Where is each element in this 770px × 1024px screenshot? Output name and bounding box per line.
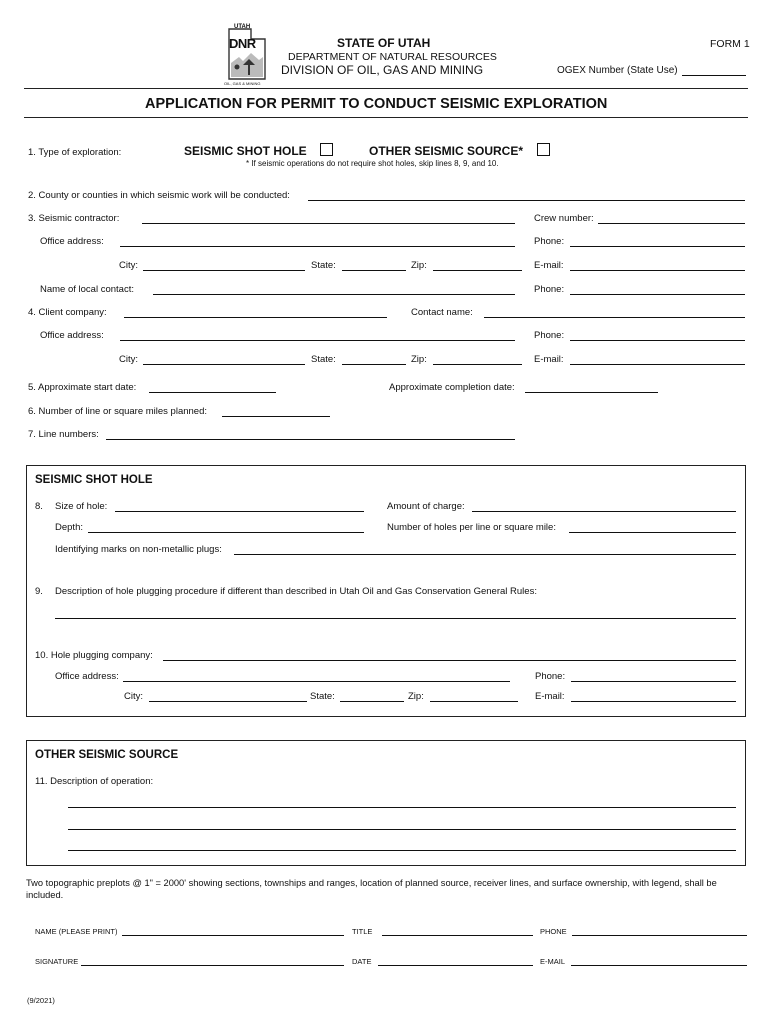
operation-description-line-1[interactable] [68,807,736,808]
client-email-label: E-mail: [534,354,564,365]
title-top-rule [24,88,748,89]
plugging-description-input-line[interactable] [55,618,736,619]
plugging-state-input-line[interactable] [340,701,404,702]
client-phone-label: Phone: [534,330,565,341]
client-office-address-label: Office address: [40,330,104,341]
contractor-office-address-input-line[interactable] [120,246,515,247]
seismic-contractor-label: 3. Seismic contractor: [28,213,120,224]
logo-dnr-text: DNR [229,36,256,51]
plugging-company-label: 10. Hole plugging company: [35,650,153,661]
plugging-city-input-line[interactable] [149,701,307,702]
operation-description-line-3[interactable] [68,850,736,851]
county-label: 2. County or counties in which seismic work will be conducted: [28,190,290,201]
amount-of-charge-label: Amount of charge: [387,501,465,512]
local-contact-phone-input-line[interactable] [570,294,745,295]
client-city-input-line[interactable] [143,364,305,365]
completion-date-input-line[interactable] [525,392,658,393]
miles-planned-input-line[interactable] [222,416,330,417]
form-title: APPLICATION FOR PERMIT TO CONDUCT SEISMIC EXPLORATION [145,96,608,112]
other-seismic-source-heading: OTHER SEISMIC SOURCE [35,749,179,761]
plugging-city-label: City: [124,691,143,702]
seismic-contractor-input-line[interactable] [142,223,515,224]
division-heading: DIVISION OF OIL, GAS AND MINING [281,63,484,77]
start-date-label: 5. Approximate start date: [28,382,137,393]
plugging-zip-input-line[interactable] [430,701,518,702]
plugging-office-address-input-line[interactable] [123,681,510,682]
ogex-input-line[interactable] [682,75,746,76]
identifying-marks-label: Identifying marks on non-metallic plugs: [55,544,222,555]
title-input-line[interactable] [382,935,533,936]
contractor-city-label: City: [119,260,138,271]
client-phone-input-line[interactable] [570,340,745,341]
operation-description-line-2[interactable] [68,829,736,830]
amount-of-charge-input-line[interactable] [472,511,736,512]
signer-email-input-line[interactable] [571,965,747,966]
local-contact-input-line[interactable] [153,294,515,295]
holes-per-line-label: Number of holes per line or square mile: [387,522,556,533]
signature-input-line[interactable] [81,965,344,966]
logo-graphic [221,23,275,85]
seismic-shot-hole-option-label: SEISMIC SHOT HOLE [184,144,307,158]
depth-label: Depth: [55,522,83,533]
client-office-address-input-line[interactable] [120,340,515,341]
signer-phone-label: PHONE [540,927,567,936]
exploration-footnote: * If seismic operations do not require shot holes, skip lines 8, 9, and 10. [246,159,499,168]
plugging-state-label: State: [310,691,335,702]
item-8-number: 8. [35,501,43,512]
plugging-phone-input-line[interactable] [571,681,736,682]
date-label: DATE [352,957,372,966]
plugging-office-address-label: Office address: [55,671,119,682]
local-contact-phone-label: Phone: [534,284,565,295]
revision-date: (9/2021) [27,996,55,1005]
client-company-input-line[interactable] [124,317,387,318]
state-heading: STATE OF UTAH [337,36,431,50]
size-of-hole-label: Size of hole: [55,501,108,512]
other-seismic-source-option-label: OTHER SEISMIC SOURCE* [369,144,524,158]
holes-per-line-input-line[interactable] [569,532,736,533]
item-9-number: 9. [35,586,43,597]
seismic-shot-hole-checkbox[interactable] [320,143,333,156]
client-zip-input-line[interactable] [433,364,522,365]
contractor-state-label: State: [311,260,336,271]
contractor-zip-label: Zip: [411,260,427,271]
plugging-description-label: Description of hole plugging procedure if different than described in Utah Oil and Gas Conservation General Rules: [55,586,537,597]
client-city-label: City: [119,354,138,365]
department-heading: DEPARTMENT OF NATURAL RESOURCES [288,51,497,63]
contractor-email-input-line[interactable] [570,270,745,271]
plugging-zip-label: Zip: [408,691,424,702]
client-state-input-line[interactable] [342,364,406,365]
other-seismic-source-checkbox[interactable] [537,143,550,156]
dnr-logo [221,23,275,85]
operation-description-label: 11. Description of operation: [35,776,154,787]
contractor-zip-input-line[interactable] [433,270,522,271]
preplot-notice: Two topographic preplots @ 1" = 2000' showing sections, townships and ranges, location of planned source, receiver lines, and surface ownership, with legend, shall be included. [26,878,717,900]
completion-date-label: Approximate completion date: [389,382,515,393]
contact-name-input-line[interactable] [484,317,745,318]
plugging-company-input-line[interactable] [163,660,736,661]
local-contact-label: Name of local contact: [40,284,134,295]
signer-email-label: E-MAIL [540,957,566,966]
size-of-hole-input-line[interactable] [115,511,364,512]
logo-bottom-text: OIL, GAS & MINING [224,81,261,86]
depth-input-line[interactable] [88,532,364,533]
signature-label: SIGNATURE [35,957,79,966]
plugging-phone-label: Phone: [535,671,566,682]
county-input-line[interactable] [308,200,745,201]
plugging-email-label: E-mail: [535,691,565,702]
plugging-email-input-line[interactable] [571,701,736,702]
line-numbers-label: 7. Line numbers: [28,429,99,440]
client-company-label: 4. Client company: [28,307,107,318]
contractor-state-input-line[interactable] [342,270,406,271]
identifying-marks-input-line[interactable] [234,554,736,555]
contractor-email-label: E-mail: [534,260,564,271]
logo-top-text: UTAH [234,24,251,30]
start-date-input-line[interactable] [149,392,276,393]
contractor-office-address-label: Office address: [40,236,104,247]
name-print-input-line[interactable] [122,935,344,936]
contact-name-label: Contact name: [411,307,473,318]
client-email-input-line[interactable] [570,364,745,365]
name-print-label: NAME (PLEASE PRINT) [35,927,118,936]
crew-number-input-line[interactable] [598,223,745,224]
contractor-phone-input-line[interactable] [570,246,745,247]
crew-number-label: Crew number: [534,213,594,224]
signer-phone-input-line[interactable] [572,935,747,936]
line-numbers-input-line[interactable] [106,439,515,440]
date-input-line[interactable] [378,965,533,966]
ogex-label: OGEX Number (State Use) [557,65,678,76]
contractor-city-input-line[interactable] [143,270,305,271]
form-number: FORM 1 [710,38,750,50]
client-state-label: State: [311,354,336,365]
title-label: TITLE [352,927,373,936]
type-of-exploration-label: 1. Type of exploration: [28,147,122,158]
title-bottom-rule [24,117,748,118]
seismic-shot-hole-heading: SEISMIC SHOT HOLE [35,474,153,486]
contractor-phone-label: Phone: [534,236,565,247]
client-zip-label: Zip: [411,354,427,365]
miles-planned-label: 6. Number of line or square miles planned: [28,406,208,417]
